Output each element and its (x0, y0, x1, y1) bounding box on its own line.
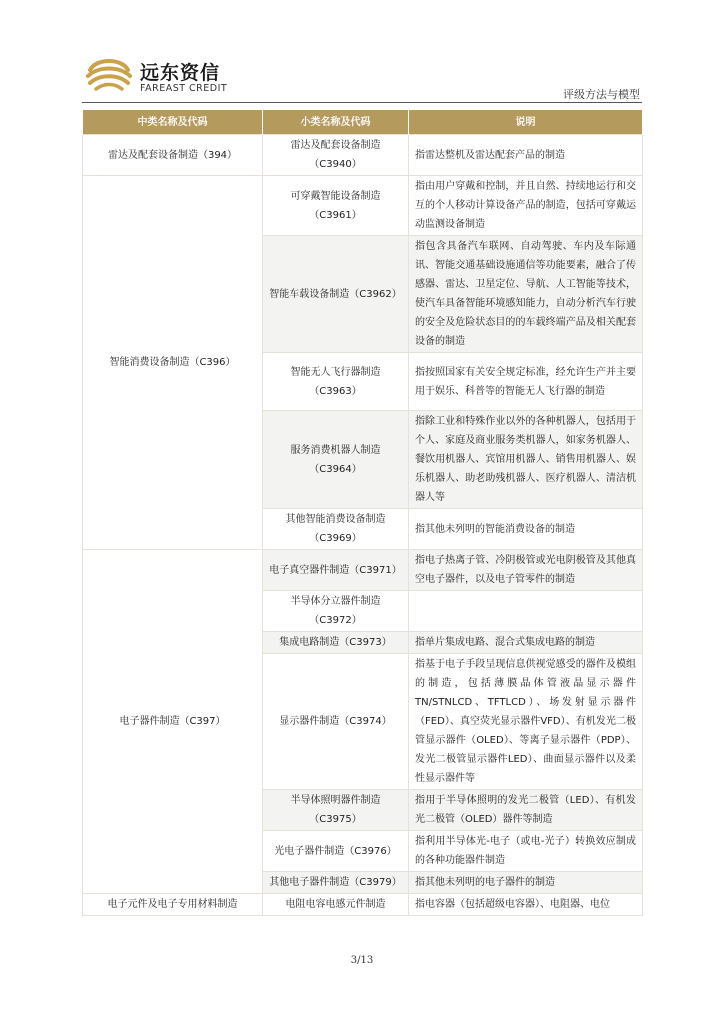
subcategory-cell: 服务消费机器人制造（C3964） (263, 411, 409, 509)
description-cell: 指由用户穿戴和控制，并且自然、持续地运行和交互的个人移动计算设备产品的制造，包括可穿戴运动监测设备制造 (409, 176, 643, 236)
description-cell: 指包含具备汽车联网、自动驾驶、车内及车际通讯、智能交通基础设施通信等功能要素，融合了传感器、雷达、卫星定位、导航、人工智能等技术，使汽车具备智能环境感知能力，自动分析汽车行驶的安全及危险状态目的的车载终端产品及相关配套设备的制造 (409, 236, 643, 353)
header-divider (82, 102, 642, 103)
description-cell: 指除工业和特殊作业以外的各种机器人，包括用于个人、家庭及商业服务类机器人，如家务机器人、餐饮用机器人、宾馆用机器人、销售用机器人、娱乐机器人、助老助残机器人、医疗机器人、清洁机器人等 (409, 411, 643, 509)
header-subcategory: 小类名称及代码 (263, 110, 409, 135)
description-cell: 指用于半导体照明的发光二极管（LED）、有机发光二极管（OLED）器件等制造 (409, 790, 643, 831)
description-cell: 指按照国家有关安全规定标准，经允许生产并主要用于娱乐、科普等的智能无人飞行器的制造 (409, 353, 643, 411)
table-row (83, 550, 643, 591)
table-row (83, 894, 643, 916)
description-cell: 指单片集成电路、混合式集成电路的制造 (409, 632, 643, 654)
table-row (83, 135, 643, 176)
page-number: 3/13 (350, 955, 374, 966)
subcategory-cell: 智能无人飞行器制造（C3963） (263, 353, 409, 411)
subcategory-cell: 光电子器件制造（C3976） (263, 831, 409, 872)
subcategory-cell: 半导体照明器件制造（C3975） (263, 790, 409, 831)
subcategory-cell: 雷达及配套设备制造（C3940） (263, 135, 409, 176)
description-cell: 指其他未列明的电子器件的制造 (409, 872, 643, 894)
section-title: 评级方法与模型 (563, 88, 640, 101)
subcategory-cell: 智能车载设备制造（C3962） (263, 236, 409, 353)
subcategory-cell: 集成电路制造（C3973） (263, 632, 409, 654)
description-cell (409, 591, 643, 632)
category-cell: 雷达及配套设备制造（394） (83, 135, 263, 176)
table-header-row (83, 110, 643, 135)
table-row (83, 176, 643, 236)
subcategory-cell: 半导体分立器件制造（C3972） (263, 591, 409, 632)
description-cell: 指其他未列明的智能消费设备的制造 (409, 509, 643, 550)
subcategory-cell: 可穿戴智能设备制造（C3961） (263, 176, 409, 236)
description-cell: 指电容器（包括超级电容器）、电阻器、电位 (409, 894, 643, 916)
brand-name-en: FAREAST CREDIT (140, 83, 228, 94)
category-cell: 智能消费设备制造（C396） (83, 176, 263, 550)
category-cell: 电子元件及电子专用材料制造 (83, 894, 263, 916)
subcategory-cell: 显示器件制造（C3974） (263, 654, 409, 790)
subcategory-cell: 其他智能消费设备制造（C3969） (263, 509, 409, 550)
description-cell: 指基于电子手段呈现信息供视觉感受的器件及模组的制造，包括薄膜晶体管液晶显示器件TN/STNLCD、TFTLCD）、场发射显示器件（FED）、真空荧光显示器件VFD）、有机发光二极管显示器件（OLED）、等离子显示器件（PDP）、发光二极管显示器件LED）、曲面显示器件以及柔性显示器件等 (409, 654, 643, 790)
industry-classification-table (82, 110, 643, 916)
subcategory-cell: 电子真空器件制造（C3971） (263, 550, 409, 591)
fareast-logo-icon (86, 56, 132, 92)
description-cell: 指雷达整机及雷达配套产品的制造 (409, 135, 643, 176)
description-cell: 指利用半导体光-电子（或电-光子）转换效应制成的各种功能器件制造 (409, 831, 643, 872)
subcategory-cell: 其他电子器件制造（C3979） (263, 872, 409, 894)
category-cell: 电子器件制造（C397） (83, 550, 263, 894)
subcategory-cell: 电阻电容电感元件制造 (263, 894, 409, 916)
brand-name-cn: 远东资信 (140, 62, 221, 84)
description-cell: 指电子热离子管、冷阴极管或光电阴极管及其他真空电子器件，以及电子管零件的制造 (409, 550, 643, 591)
header-description: 说明 (409, 110, 643, 135)
header-category: 中类名称及代码 (83, 110, 263, 135)
